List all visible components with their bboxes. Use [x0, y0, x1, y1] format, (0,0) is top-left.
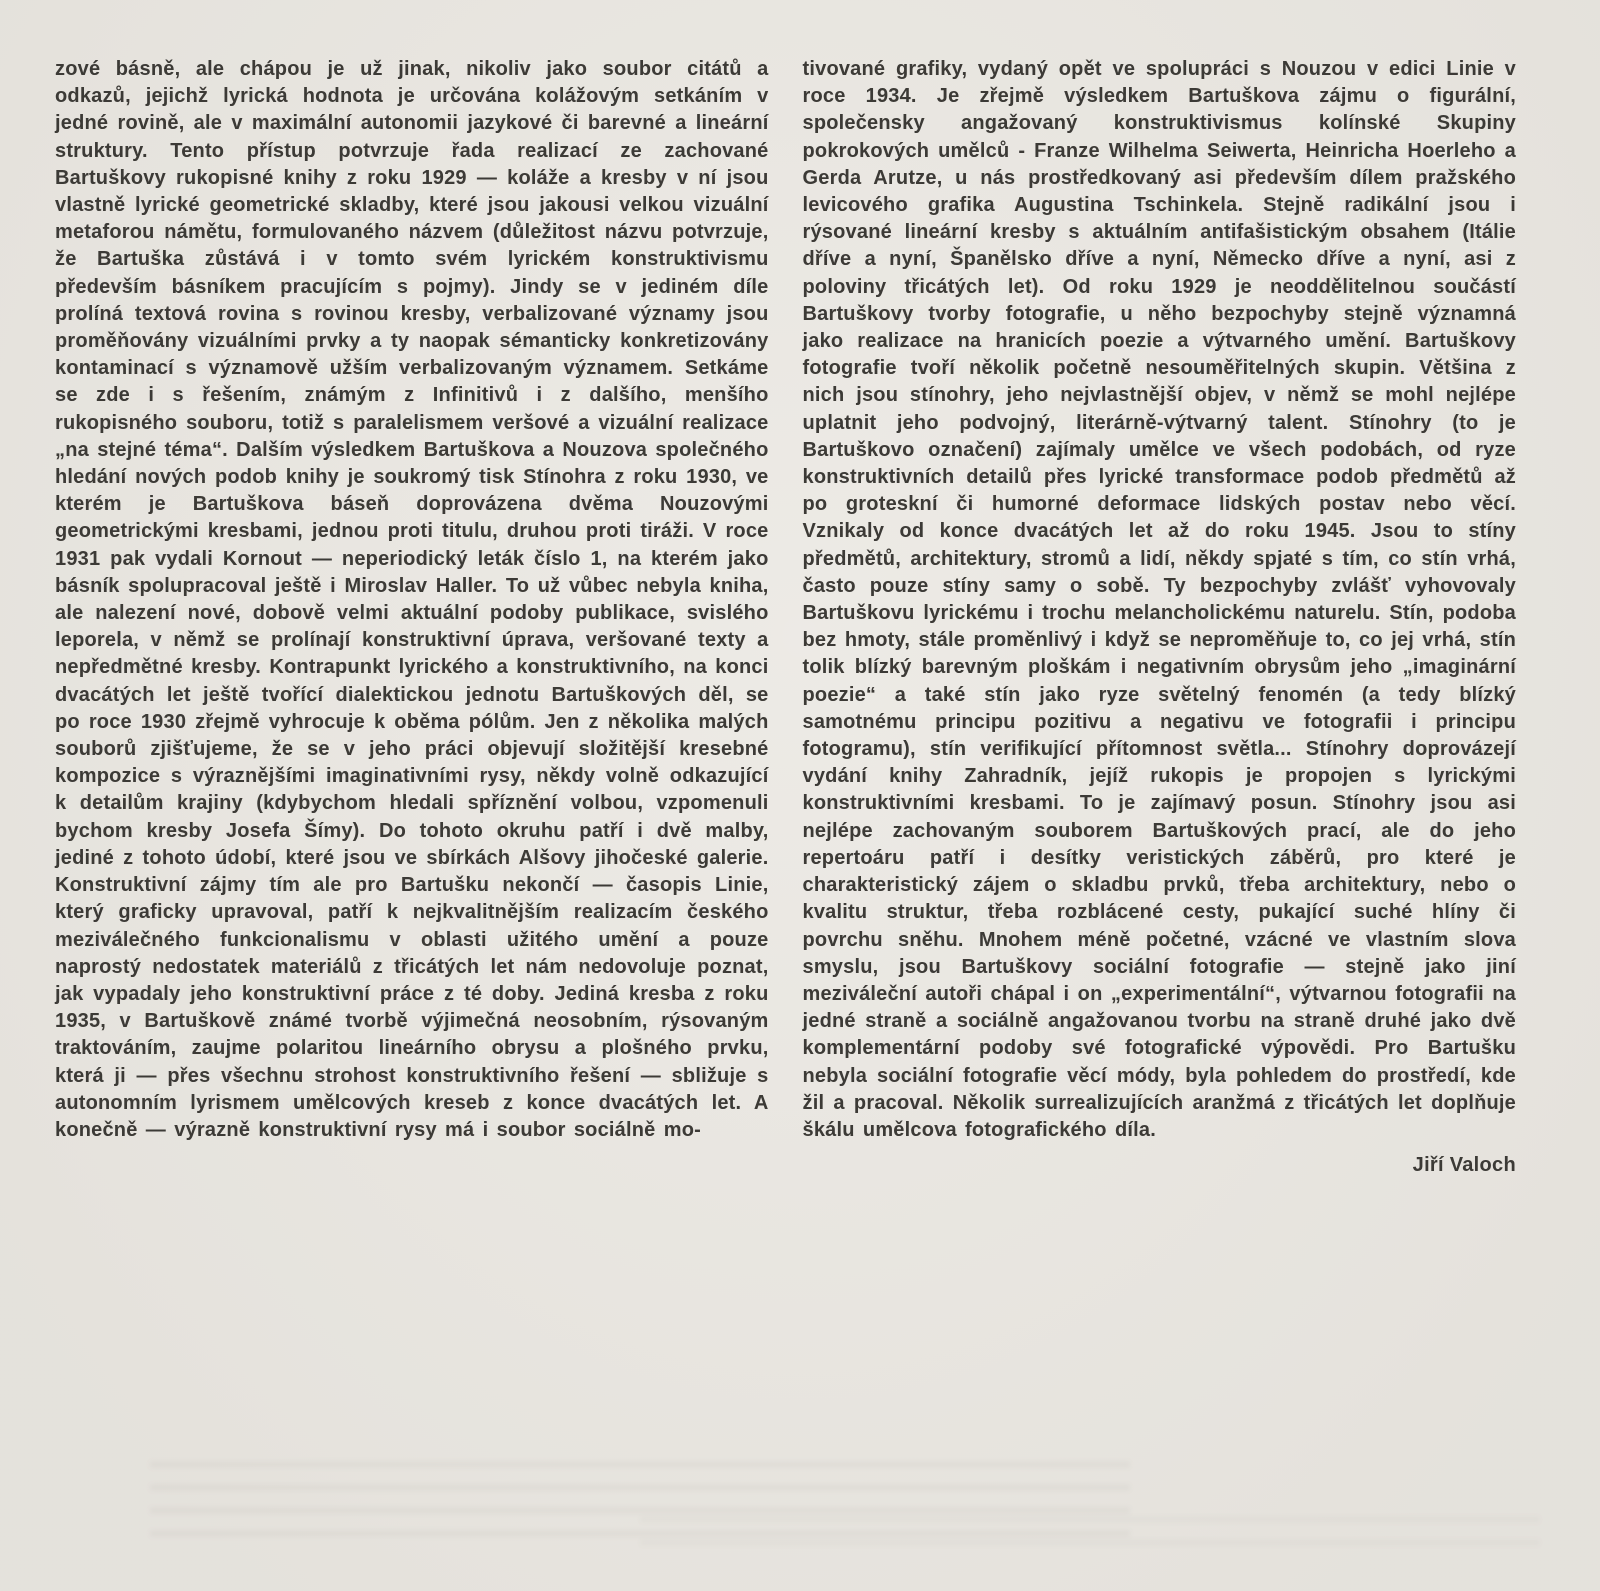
text-column-right — [803, 56, 1517, 1179]
page-showthrough-artifact-secondary — [640, 1500, 1540, 1560]
page-showthrough-artifact — [150, 1445, 1130, 1537]
column-left-text: zové básně, ale chápou je už jinak, nikoliv jako soubor citátů a odkazů, jejichž lyrická hodnota je určována kolážovým setkáním v jedné rovině, ale v maximální autonomii jazykové či barevné a lineární struktury. Tento přístup potvrzuje řada realizací ze zachované Bartuškovy rukopisné knihy z roku 1929 — koláže a kresby v ní jsou vlastně lyrické geometrické skladby, které jsou jakousi velkou vizuální metaforou námětu, formulovaného názvem (důležitost názvu potvrzuje, že Bartuška zůstává i v tomto svém lyrickém konstruktivismu především básníkem pracujícím s pojmy). Jindy se v jediném díle prolíná textová rovina s rovinou kresby, verbalizované významy jsou proměňovány vizuálními prvky a ty naopak sémanticky konkretizovány kontaminací s významově užším verbalizovaným významem. Setkáme se zde i s řešením, známým z Infinitivů i z dalšího, menšího rukopisného souboru, totiž s paralelismem veršové a vizuální realizace „na stejné téma“. Dalším výsledkem Bartuškova a Nouzova společného hledání nových podob knihy je soukromý tisk Stínohra z roku 1930, ve kterém je Bartuškova báseň doprovázena dvěma Nouzovými geometrickými kresbami, jednou proti titulu, druhou proti tiráži. V roce 1931 pak vydali Kornout — neperiodický leták číslo 1, na kterém jako básník spolupracoval ještě i Miroslav Haller. To už vůbec nebyla kniha, ale nalezení nové, dobově velmi aktuální podoby publikace, svislého leporela, v němž se prolínají konstruktivní úprava, veršované texty a nepředmětné kresby. Kontrapunkt lyrického a konstruktivního, na konci dvacátých let ještě tvořící dialektickou jednotu Bartuškových děl, se po roce 1930 zřejmě vyhrocuje k oběma pólům. Jen z několika malých souborů zjišťujeme, že se v jeho práci objevují složitější kresebné kompozice s výraznějšími imaginativními rysy, někdy volně odkazující k detailům krajiny (kdybychom hledali spříznění volbou, vzpomenuli bychom kresby Josefa Šímy). Do tohoto okruhu patří i dvě malby, jediné z tohoto údobí, které jsou ve sbírkách Alšovy jihočeské galerie. Konstruktivní zájmy tím ale pro Bartušku nekončí — časopis Linie, který graficky upravoval, patří k nejkvalitnějším realizacím českého meziválečného funkcionalismu v oblasti užitého umění a pouze naprostý nedostatek materiálů z třicátých let nám nedovoluje poznat, jak vypadaly jeho konstruktivní práce z té doby. Jediná kresba z roku 1935, v Bartuškově známé tvorbě výjimečná neosobním, rýsovaným traktováním, zaujme polaritou lineárního obrysu a plošného prvku, která ji — přes všechnu strohost konstruktivního řešení — sbližuje s autonomním lyrismem umělcových kreseb z konce dvacátých let. A konečně — výrazně konstruktivní rysy má i soubor sociálně mo- — [55, 58, 769, 1141]
author-signature: Jiří Valoch — [1412, 1154, 1516, 1177]
two-column-layout — [55, 56, 1516, 1179]
column-right-text: tivované grafiky, vydaný opět ve spolupráci s Nouzou v edici Linie v roce 1934. Je zřejmě výsledkem Bartuškova zájmu o figurální, společensky angažovaný konstruktivismus kolínské Skupiny pokrokových umělců - Franze Wilhelma Seiwerta, Heinricha Hoerleho a Gerda Arutze, u nás prostředkovaný asi především dílem pražského levicového grafika Augustina Tschinkela. Stejně radikální jsou i rýsované lineární kresby s aktuálním antifašistickým obsahem (Itálie dříve a nyní, Španělsko dříve a nyní, Německo dříve a nyní, asi z poloviny třicátých let). Od roku 1929 je neoddělitelnou součástí Bartuškovy tvorby fotografie, u něho bezpochyby stejně významná jako realizace na hranicích poezie a výtvarného umění. Bartuškovy fotografie tvoří několik početně nesouměřitelných skupin. Většina z nich jsou stínohry, jeho nejvlastnější objev, v němž se mohl nejlépe uplatnit jeho podvojný, literárně-výtvarný talent. Stínohry (to je Bartuškovo označení) zajímaly umělce ve všech podobách, od ryze konstruktivních detailů přes lyrické transformace podob předmětů až po groteskní či humorné deformace lidských postav nebo věcí. Vznikaly od konce dvacátých let až do roku 1945. Jsou to stíny předmětů, architektury, stromů a lidí, někdy spjaté s tím, co stín vrhá, často pouze stíny samy o sobě. Ty bezpochyby zvlášť vyhovovaly Bartuškovu lyrickému i trochu melancholickému naturelu. Stín, podoba bez hmoty, stále proměnlivý i když se neproměňuje to, co jej vrhá, stín tolik blízký barevným ploškám i negativním obrysům jeho „imaginární poezie“ a také stín jako ryze světelný fenomén (a tedy blízký samotnému principu pozitivu a negativu ve fotografii i principu fotogramu), stín verifikující přítomnost světla... Stínohry doprovázejí vydání knihy Zahradník, jejíž rukopis je propojen s lyrickými konstruktivními kresbami. To je zajímavý posun. Stínohry jsou asi nejlépe zachovaným souborem Bartuškových prací, ale do jeho repertoáru patří i desítky veristických záběrů, pro které je charakteristický zájem o skladbu prvků, třeba architektury, nebo o kvalitu struktur, třeba rozblácené cesty, pukající suché hlíny či povrchu sněhu. Mnohem méně početné, vzácné ve vlastním slova smyslu, jsou Bartuškovy sociální fotografie — stejně jako jiní meziváleční autoři chápal i on „experimentální“, výtvarnou fotografii na jedné straně a sociálně angažovanou tvorbu na straně druhé jako dvě komplementární podoby své fotografické výpovědi. Pro Bartušku nebyla sociální fotografie věcí módy, byla pohledem do prostředí, kde žil a pracoval. Několik surrealizujících aranžmá z třicátých let doplňuje škálu umělcova fotografického díla. — [802, 58, 1516, 1141]
text-column-left — [55, 56, 769, 1179]
